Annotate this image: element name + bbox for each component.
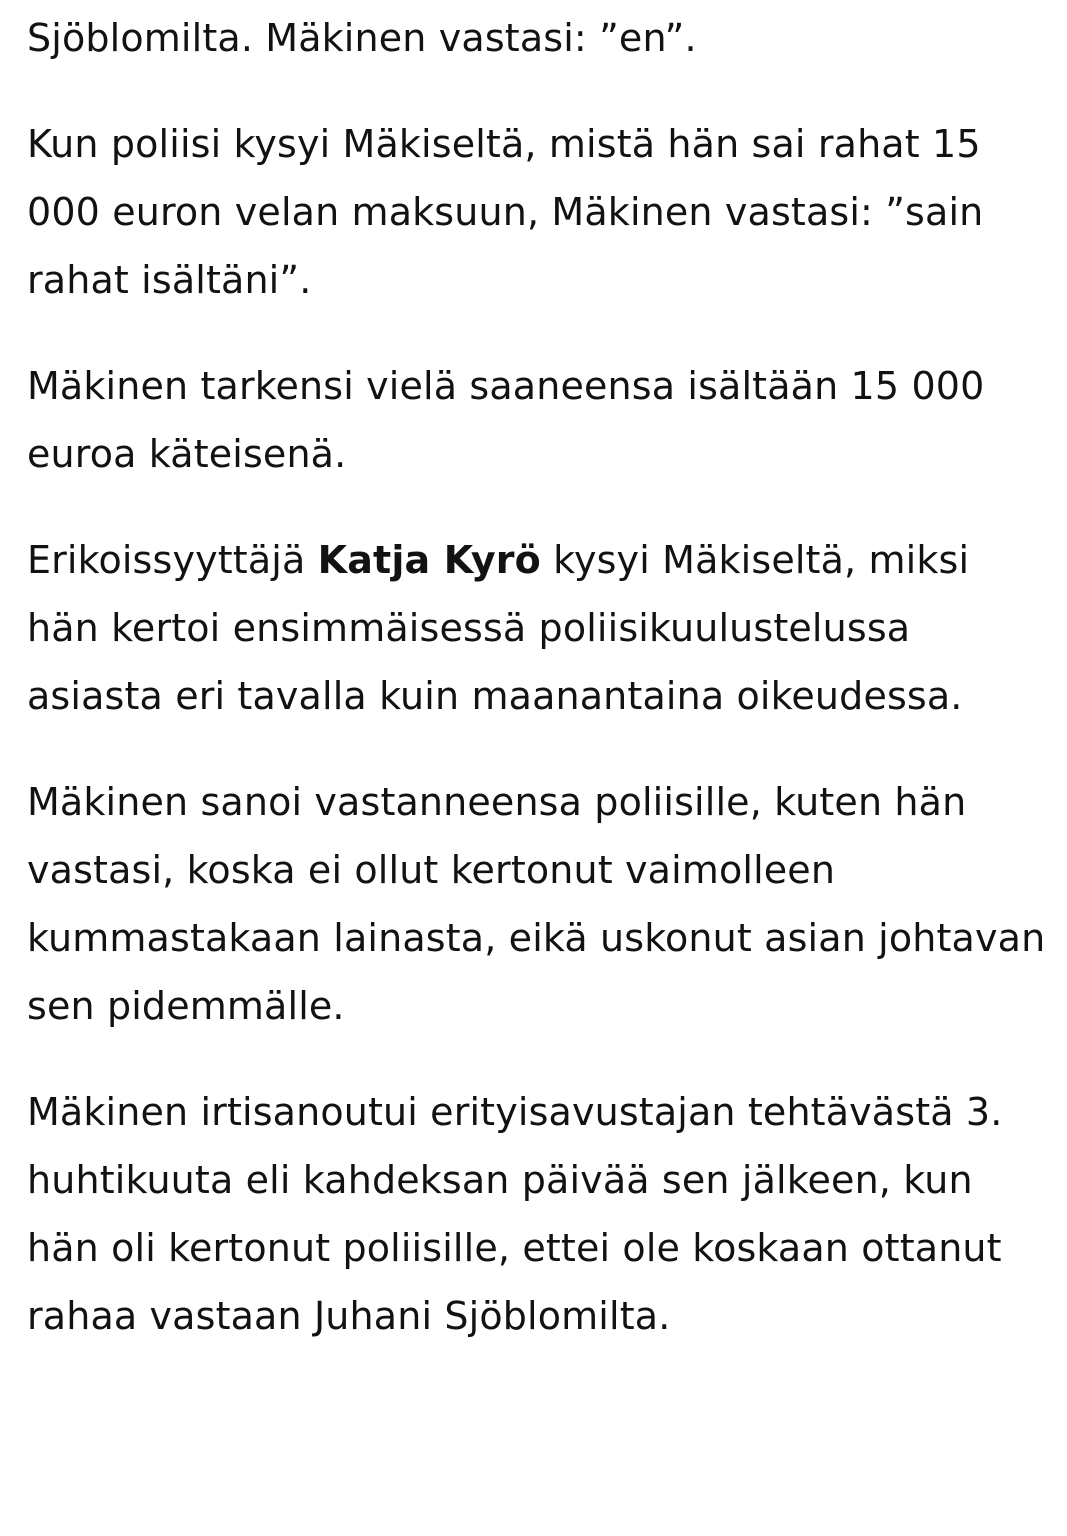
paragraph-4-text-before: Erikoissyyttäjä: [27, 538, 318, 582]
paragraph-5-text: Mäkinen sanoi vastanneensa poliisille, kuten hän vastasi, koska ei ollut kertonut vaimolleen kummastakaan lainasta, eikä uskonut asian johtavan sen pidemmälle.: [27, 780, 1046, 1028]
paragraph-2-text: Kun poliisi kysyi Mäkiseltä, mistä hän sai rahat 15 000 euron velan maksuun, Mäkinen vastasi: ”sain rahat isältäni”.: [27, 122, 984, 302]
person-name-bold: Katja Kyrö: [317, 538, 541, 582]
paragraph-5: [27, 768, 1047, 1040]
paragraph-1-text: Sjöblomilta. Mäkinen vastasi: ”en”.: [27, 16, 697, 60]
article-body: [27, 4, 1047, 1388]
paragraph-4-text-after: kysyi Mäkiseltä, miksi hän kertoi ensimmäisessä poliisikuulustelussa asiasta eri tavalla kuin maanantaina oikeudessa.: [27, 538, 970, 718]
paragraph-2: [27, 110, 1047, 314]
paragraph-4: [27, 526, 1047, 730]
paragraph-6: [27, 1078, 1047, 1350]
paragraph-3: [27, 352, 1047, 488]
paragraph-1: [27, 4, 1047, 72]
paragraph-6-text: Mäkinen irtisanoutui erityisavustajan tehtävästä 3. huhtikuuta eli kahdeksan päivää sen jälkeen, kun hän oli kertonut poliisille, ettei ole koskaan ottanut rahaa vastaan Juhani Sjöblomilta.: [27, 1090, 1003, 1338]
paragraph-3-text: Mäkinen tarkensi vielä saaneensa isältään 15 000 euroa käteisenä.: [27, 364, 985, 476]
